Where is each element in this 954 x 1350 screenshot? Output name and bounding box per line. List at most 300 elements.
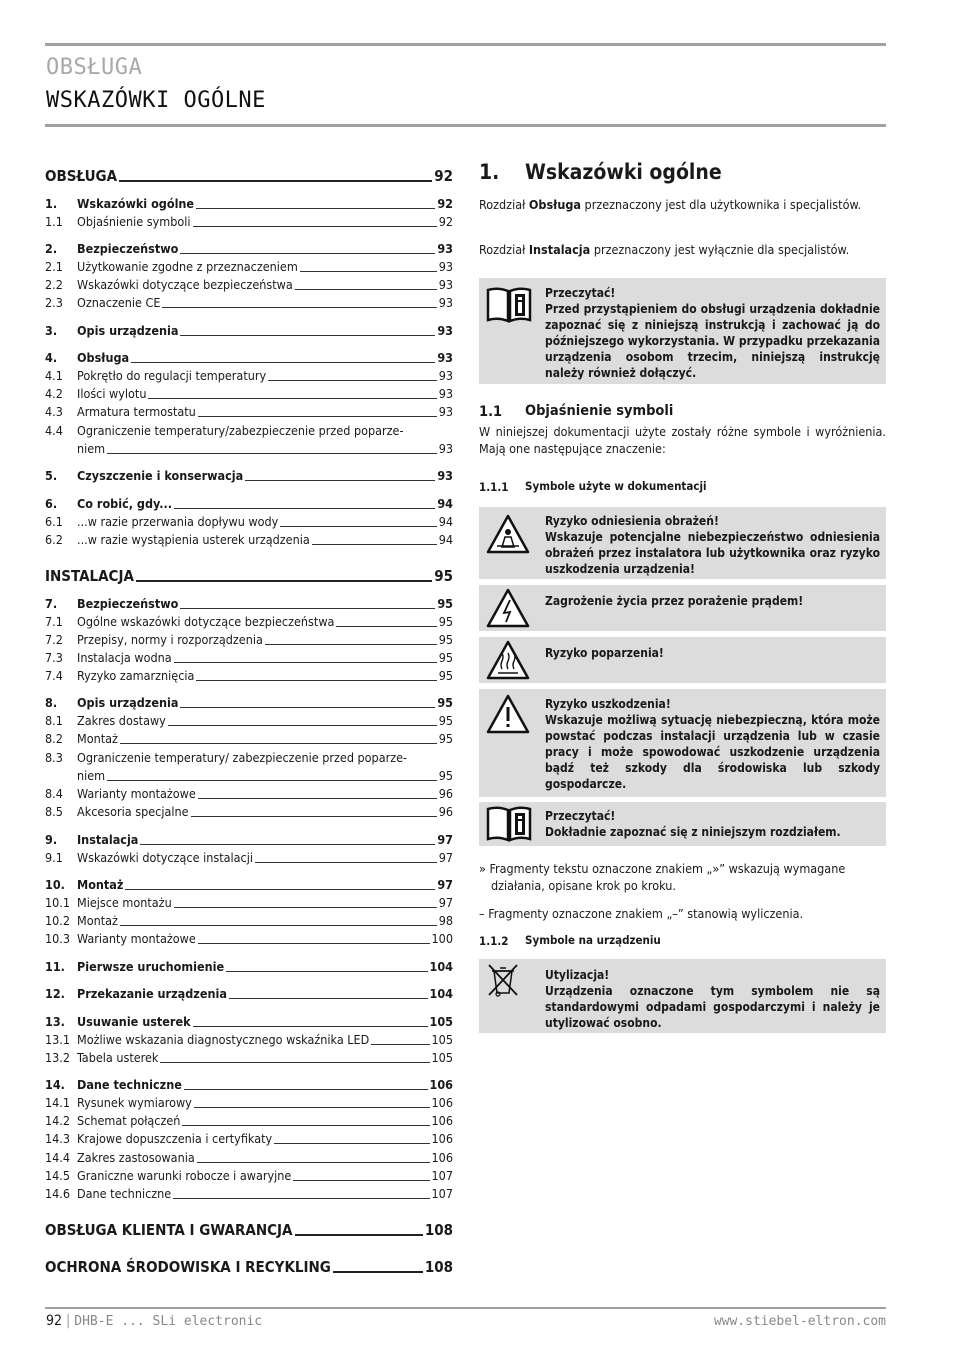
toc-page: 94 xyxy=(438,532,453,547)
toc-page: 104 xyxy=(429,959,453,974)
symbols-paragraph: W niniejszej dokumentacji użyte zostały różne symbole i wyróżnienia. Mają one następujące znaczenie: xyxy=(479,424,886,456)
toc-leader xyxy=(174,508,435,509)
toc-leader xyxy=(280,526,436,527)
toc-title: Montaż xyxy=(77,877,124,892)
toc-number: 2. xyxy=(45,241,58,256)
toc-entry[interactable] xyxy=(45,1051,453,1065)
heading-1-text: Wskazówki ogólne xyxy=(525,160,722,184)
toc-entry[interactable] xyxy=(45,515,453,529)
toc-page: 107 xyxy=(431,1168,453,1183)
toc-number: 8.4 xyxy=(45,786,63,801)
toc-number: 2.2 xyxy=(45,277,63,292)
toc-entry[interactable] xyxy=(45,197,453,211)
toc-page: 97 xyxy=(438,850,453,865)
toc-page: 98 xyxy=(438,913,453,928)
toc-leader xyxy=(180,707,435,708)
heading-1 xyxy=(479,160,886,184)
toc-leader xyxy=(295,1234,423,1236)
toc-leader xyxy=(140,844,435,845)
toc-page: 108 xyxy=(424,1258,453,1276)
toc-page: 95 xyxy=(438,768,453,783)
toc-entry[interactable] xyxy=(45,215,453,229)
toc-page: 106 xyxy=(431,1095,453,1110)
toc-title: Co robić, gdy... xyxy=(77,496,173,511)
toc-number: 9.1 xyxy=(45,850,63,865)
toc-leader xyxy=(196,208,435,209)
toc-number: 4.2 xyxy=(45,386,63,401)
action-steps-note xyxy=(479,860,898,894)
notice-box-electric-text xyxy=(545,593,880,609)
toc-number: 14.6 xyxy=(45,1186,71,1201)
table-of-contents xyxy=(45,0,453,1300)
toc-title: OBSŁUGA KLIENTA I GWARANCJA xyxy=(45,1221,293,1239)
toc-entry[interactable] xyxy=(45,242,453,256)
footer-separator: | xyxy=(66,1313,71,1329)
toc-number: 7.1 xyxy=(45,614,63,629)
intro-paragraph-1 xyxy=(479,196,886,213)
toc-page: 93 xyxy=(437,468,453,483)
toc-entry[interactable] xyxy=(45,278,453,292)
toc-title: Instalacja wodna xyxy=(77,650,172,665)
toc-title: Pokrętło do regulacji temperatury xyxy=(77,368,267,383)
toc-entry[interactable] xyxy=(45,960,453,974)
toc-number: 1.1 xyxy=(45,214,63,229)
toc-title: Ilości wylotu xyxy=(77,386,147,401)
toc-title: Akcesoria specjalne xyxy=(77,804,189,819)
toc-title: Armatura termostatu xyxy=(77,404,196,419)
toc-part-heading[interactable] xyxy=(45,1221,453,1239)
toc-entry[interactable] xyxy=(45,696,453,710)
toc-page: 95 xyxy=(438,713,453,728)
intro-paragraph-2 xyxy=(479,241,886,258)
toc-page: 96 xyxy=(438,804,453,819)
toc-title: Możliwe wskazania diagnostycznego wskaźnika LED xyxy=(77,1032,370,1047)
toc-title: Dane techniczne xyxy=(77,1077,182,1092)
toc-entry[interactable] xyxy=(45,1187,453,1201)
toc-page: 106 xyxy=(431,1131,453,1146)
toc-number: 7.4 xyxy=(45,668,63,683)
toc-page: 97 xyxy=(437,832,453,847)
toc-title: Czyszczenie i konserwacja xyxy=(77,468,244,483)
toc-leader xyxy=(196,680,436,681)
notice-title: Przeczytać! xyxy=(545,809,616,823)
toc-leader xyxy=(194,1107,430,1108)
toc-number: 14. xyxy=(45,1077,65,1092)
toc-page: 93 xyxy=(438,404,453,419)
toc-page: 93 xyxy=(438,277,453,292)
text: Rozdział xyxy=(479,197,529,212)
toc-number: 3. xyxy=(45,323,58,338)
notice-box-electric xyxy=(479,585,886,631)
toc-part-heading[interactable] xyxy=(45,167,453,185)
toc-page: 95 xyxy=(437,596,453,611)
toc-leader xyxy=(265,644,437,645)
page-number: 92 xyxy=(46,1313,63,1329)
toc-number: 2.3 xyxy=(45,295,63,310)
notice-body: Wskazuje potencjalne niebezpieczeństwo odniesienia obrażeń przez instalatora lub użytkownika oraz ryzyko uszkodzenia urządzenia! xyxy=(545,530,880,576)
toc-title: Schemat połączeń xyxy=(77,1113,181,1128)
toc-number: 9. xyxy=(45,832,58,847)
toc-page: 97 xyxy=(438,895,453,910)
toc-leader xyxy=(136,580,432,582)
toc-title: OBSŁUGA xyxy=(45,167,118,185)
toc-number: 14.2 xyxy=(45,1113,71,1128)
notice-title: Ryzyko poparzenia! xyxy=(545,646,664,660)
toc-page: 95 xyxy=(438,632,453,647)
toc-entry[interactable] xyxy=(45,424,453,456)
toc-leader xyxy=(119,180,432,182)
toc-page: 107 xyxy=(431,1186,453,1201)
toc-title: Wskazówki dotyczące bezpieczeństwa xyxy=(77,277,293,292)
toc-entry[interactable] xyxy=(45,615,453,629)
text: Rozdział xyxy=(479,242,529,257)
heading-2-text: Objaśnienie symboli xyxy=(525,403,674,419)
toc-title: INSTALACJA xyxy=(45,567,134,585)
toc-leader xyxy=(229,998,428,999)
notice-box-read-text xyxy=(545,285,880,381)
toc-page: 93 xyxy=(438,441,453,456)
toc-leader xyxy=(125,889,435,890)
toc-page: 106 xyxy=(429,1077,453,1092)
toc-number: 11. xyxy=(45,959,65,974)
heading-3-text: Symbole na urządzeniu xyxy=(525,933,661,947)
toc-leader xyxy=(182,1125,429,1126)
heading-3-doc-symbols xyxy=(479,478,886,496)
notice-body: Wskazuje możliwą sytuację niebezpieczną, która może powstać podczas instalacji urządzenia lub w czasie pracy i może spowodować uszkodzenie urządzenia bądź też szkody dla środowiska lub szkody gospodarcze. xyxy=(545,713,880,791)
toc-entry[interactable] xyxy=(45,405,453,419)
toc-number: 6.1 xyxy=(45,514,63,529)
toc-number: 7. xyxy=(45,596,58,611)
notice-title: Utylizacja! xyxy=(545,968,610,982)
toc-entry[interactable] xyxy=(45,751,453,783)
toc-page: 97 xyxy=(437,877,453,892)
toc-number: 8.5 xyxy=(45,804,63,819)
book-info-icon xyxy=(485,286,533,324)
toc-leader xyxy=(268,380,437,381)
toc-leader xyxy=(193,1026,428,1027)
toc-title: Warianty montażowe xyxy=(77,931,196,946)
toc-page: 94 xyxy=(437,496,453,511)
toc-number: 10. xyxy=(45,877,65,892)
toc-title: Rysunek wymiarowy xyxy=(77,1095,192,1110)
heading-1-number: 1. xyxy=(479,160,500,184)
text-bold: Instalacja xyxy=(528,242,591,257)
notice-box-read-chapter xyxy=(479,802,886,846)
toc-entry[interactable] xyxy=(45,260,453,274)
toc-page: 94 xyxy=(438,514,453,529)
toc-leader xyxy=(197,1162,430,1163)
toc-number: 8.2 xyxy=(45,731,63,746)
toc-entry[interactable] xyxy=(45,1151,453,1165)
notice-box-damage xyxy=(479,689,886,797)
toc-title: Bezpieczeństwo xyxy=(77,596,179,611)
toc-leader xyxy=(168,725,437,726)
notice-box-read-chapter-text xyxy=(545,808,880,840)
notice-box-read xyxy=(479,278,886,384)
crossed-bin-icon xyxy=(483,961,523,999)
toc-entry[interactable] xyxy=(45,932,453,946)
toc-number: 8. xyxy=(45,695,58,710)
notice-title: Ryzyko odniesienia obrażeń! xyxy=(545,514,719,528)
toc-leader xyxy=(162,307,436,308)
notice-body: Urządzenia oznaczone tym symbolem nie są standardowymi odpadami gospodarczymi i należy je utylizować osobno. xyxy=(545,984,880,1030)
toc-page: 93 xyxy=(437,350,453,365)
toc-number: 6. xyxy=(45,496,58,511)
toc-leader xyxy=(191,816,437,817)
toc-entry[interactable] xyxy=(45,533,453,547)
toc-page: 105 xyxy=(431,1032,453,1047)
toc-entry[interactable] xyxy=(45,987,453,1001)
toc-number: 5. xyxy=(45,468,58,483)
action-marker: » xyxy=(479,861,486,876)
toc-title: Warianty montażowe xyxy=(77,786,196,801)
toc-number: 14.4 xyxy=(45,1150,71,1165)
action-note-text: Fragmenty tekstu oznaczone znakiem „»” wskazują wymagane działania, opisane krok po kroku. xyxy=(489,861,846,893)
toc-leader xyxy=(274,1143,429,1144)
electric-shock-icon xyxy=(485,587,531,629)
toc-page: 104 xyxy=(429,986,453,1001)
toc-title: Opis urządzenia xyxy=(77,323,179,338)
toc-leader xyxy=(226,971,427,972)
toc-page: 106 xyxy=(431,1150,453,1165)
toc-title: Bezpieczeństwo xyxy=(77,241,179,256)
book-info-icon xyxy=(485,805,533,843)
toc-title: Usuwanie usterek xyxy=(77,1014,191,1029)
toc-number: 7.3 xyxy=(45,650,63,665)
toc-number: 14.3 xyxy=(45,1131,71,1146)
toc-leader xyxy=(174,907,437,908)
toc-title: Wskazówki dotyczące instalacji xyxy=(77,850,253,865)
toc-page: 95 xyxy=(438,668,453,683)
toc-entry[interactable] xyxy=(45,732,453,746)
toc-leader xyxy=(333,1271,423,1273)
list-note-text: Fragmenty oznaczone znakiem „–” stanowią wyliczenia. xyxy=(488,906,804,921)
toc-page: 92 xyxy=(438,214,453,229)
toc-page: 96 xyxy=(438,786,453,801)
notice-title: Zagrożenie życia przez porażenie prądem! xyxy=(545,594,804,608)
toc-entry[interactable] xyxy=(45,1033,453,1047)
toc-entry[interactable] xyxy=(45,469,453,483)
toc-leader xyxy=(198,416,437,417)
toc-entry[interactable] xyxy=(45,1114,453,1128)
toc-entry[interactable] xyxy=(45,351,453,365)
toc-entry[interactable] xyxy=(45,1096,453,1110)
toc-title: Ograniczenie temperatury/zabezpieczenie przed poparze- xyxy=(77,423,404,438)
footer-rule xyxy=(45,1307,886,1309)
toc-leader xyxy=(107,780,437,781)
toc-title: Opis urządzenia xyxy=(77,695,179,710)
hot-surface-icon xyxy=(485,639,531,681)
toc-number: 14.1 xyxy=(45,1095,71,1110)
toc-part-heading[interactable] xyxy=(45,1258,453,1276)
toc-title: Zakres zastosowania xyxy=(77,1150,195,1165)
toc-page: 105 xyxy=(431,1050,453,1065)
toc-leader xyxy=(184,1089,428,1090)
toc-leader xyxy=(180,608,435,609)
toc-page: 95 xyxy=(438,650,453,665)
toc-page: 95 xyxy=(438,731,453,746)
notice-box-disposal-text xyxy=(545,967,880,1031)
toc-number: 12. xyxy=(45,986,65,1001)
toc-leader xyxy=(120,743,437,744)
toc-number: 4.3 xyxy=(45,404,63,419)
text: przeznaczony jest wyłącznie dla specjalistów. xyxy=(590,242,850,257)
toc-number: 10.2 xyxy=(45,913,71,928)
toc-entry[interactable] xyxy=(45,878,453,892)
toc-title: ...w razie wystąpienia usterek urządzenia xyxy=(77,532,310,547)
toc-entry[interactable] xyxy=(45,1169,453,1183)
toc-leader xyxy=(180,335,435,336)
toc-entry[interactable] xyxy=(45,369,453,383)
toc-number: 13.1 xyxy=(45,1032,71,1047)
toc-title-cont: niem xyxy=(77,441,106,456)
toc-page: 95 xyxy=(438,614,453,629)
heading-3-device-symbols xyxy=(479,932,886,950)
toc-title: Instalacja xyxy=(77,832,139,847)
toc-entry[interactable] xyxy=(45,787,453,801)
toc-page: 93 xyxy=(438,259,453,274)
toc-number: 4.4 xyxy=(45,423,63,438)
toc-title-cont: niem xyxy=(77,768,106,783)
toc-number: 14.5 xyxy=(45,1168,71,1183)
toc-number: 13.2 xyxy=(45,1050,71,1065)
notice-box-burn-text xyxy=(545,645,880,661)
toc-number: 2.1 xyxy=(45,259,63,274)
toc-page: 106 xyxy=(431,1113,453,1128)
toc-leader xyxy=(300,271,437,272)
text-bold: Obsługa xyxy=(528,197,581,212)
toc-title: Zakres dostawy xyxy=(77,713,166,728)
toc-entry[interactable] xyxy=(45,914,453,928)
toc-leader xyxy=(255,862,437,863)
document-name: DHB-E ... SLi electronic xyxy=(74,1314,263,1329)
notice-body: Dokładnie zapoznać się z niniejszym rozdziałem. xyxy=(545,825,841,839)
section-label: OBSŁUGA xyxy=(46,55,143,80)
notice-box-injury xyxy=(479,507,886,579)
toc-page: 93 xyxy=(437,241,453,256)
toc-entry[interactable] xyxy=(45,851,453,865)
toc-entry[interactable] xyxy=(45,1015,453,1029)
toc-entry[interactable] xyxy=(45,669,453,683)
toc-leader xyxy=(293,1180,429,1181)
toc-leader xyxy=(312,544,437,545)
toc-leader xyxy=(336,626,436,627)
toc-entry[interactable] xyxy=(45,1078,453,1092)
toc-entry[interactable] xyxy=(45,387,453,401)
toc-title: Obsługa xyxy=(77,350,130,365)
toc-number: 7.2 xyxy=(45,632,63,647)
toc-number: 10.3 xyxy=(45,931,71,946)
toc-title: Ograniczenie temperatury/ zabezpieczenie przed poparze- xyxy=(77,750,408,765)
toc-entry[interactable] xyxy=(45,497,453,511)
toc-entry[interactable] xyxy=(45,805,453,819)
notice-body: Przed przystąpieniem do obsługi urządzenia dokładnie zapoznać się z niniejszą instrukcją i zachować ją do późniejszego wykorzystania. W przypadku przekazania urządzenia osobom trzecim, niniejszą instrukcję należy również dołączyć. xyxy=(545,302,880,380)
toc-page: 95 xyxy=(434,567,453,585)
toc-title: Przepisy, normy i rozporządzenia xyxy=(77,632,263,647)
toc-number: 4. xyxy=(45,350,58,365)
toc-number: 6.2 xyxy=(45,532,63,547)
notice-title: Ryzyko uszkodzenia! xyxy=(545,697,671,711)
toc-number: 1. xyxy=(45,196,58,211)
toc-title: Wskazówki ogólne xyxy=(77,196,195,211)
toc-leader xyxy=(174,662,437,663)
toc-number: 4.1 xyxy=(45,368,63,383)
toc-number: 13. xyxy=(45,1014,65,1029)
toc-title: Przekazanie urządzenia xyxy=(77,986,227,1001)
toc-title: Miejsce montażu xyxy=(77,895,172,910)
toc-leader xyxy=(371,1044,429,1045)
toc-page: 93 xyxy=(438,295,453,310)
toc-leader xyxy=(193,226,437,227)
toc-entry[interactable] xyxy=(45,597,453,611)
footer-page-info xyxy=(46,1313,262,1329)
toc-page: 105 xyxy=(429,1014,453,1029)
toc-leader xyxy=(148,398,436,399)
toc-page: 93 xyxy=(437,323,453,338)
toc-title: Oznaczenie CE xyxy=(77,295,161,310)
notice-box-injury-text xyxy=(545,513,880,577)
toc-page: 93 xyxy=(438,386,453,401)
injury-warning-icon xyxy=(485,513,531,555)
toc-entry[interactable] xyxy=(45,896,453,910)
toc-title: Pierwsze uruchomienie xyxy=(77,959,225,974)
heading-2-number: 1.1 xyxy=(479,404,503,420)
toc-entry[interactable] xyxy=(45,1132,453,1146)
toc-entry[interactable] xyxy=(45,324,453,338)
toc-title: Użytkowanie zgodne z przeznaczeniem xyxy=(77,259,298,274)
toc-number: 10.1 xyxy=(45,895,71,910)
notice-box-disposal xyxy=(479,959,886,1033)
toc-title: Montaż xyxy=(77,731,118,746)
toc-entry[interactable] xyxy=(45,296,453,310)
footer-url[interactable]: www.stiebel-eltron.com xyxy=(713,1314,886,1329)
toc-title: OCHRONA ŚRODOWISKA I RECYKLING xyxy=(45,1258,331,1276)
page-title: WSKAZÓWKI OGÓLNE xyxy=(46,88,266,113)
toc-page: 92 xyxy=(437,196,453,211)
toc-page: 93 xyxy=(438,368,453,383)
text: przeznaczony jest dla użytkownika i specjalistów. xyxy=(580,197,862,212)
notice-box-burn xyxy=(479,637,886,683)
toc-title: Graniczne warunki robocze i awaryjne xyxy=(77,1168,292,1183)
heading-3-number: 1.1.1 xyxy=(479,480,509,494)
toc-part-heading[interactable] xyxy=(45,567,453,585)
heading-2 xyxy=(479,403,886,421)
toc-page: 108 xyxy=(424,1221,453,1239)
toc-leader xyxy=(120,925,437,926)
toc-leader xyxy=(180,253,435,254)
toc-title: Krajowe dopuszczenia i certyfikaty xyxy=(77,1131,273,1146)
toc-title: Montaż xyxy=(77,913,118,928)
toc-leader xyxy=(245,480,435,481)
heading-3-text: Symbole użyte w dokumentacji xyxy=(525,479,707,493)
toc-leader xyxy=(295,289,437,290)
toc-leader xyxy=(160,1062,429,1063)
toc-number: 8.3 xyxy=(45,750,63,765)
toc-leader xyxy=(198,798,437,799)
toc-leader xyxy=(198,943,430,944)
toc-leader xyxy=(131,362,435,363)
toc-title: Tabela usterek xyxy=(77,1050,159,1065)
toc-page: 100 xyxy=(431,931,453,946)
toc-entry[interactable] xyxy=(45,633,453,647)
toc-entry[interactable] xyxy=(45,651,453,665)
toc-title: Ryzyko zamarznięcia xyxy=(77,668,195,683)
toc-page: 92 xyxy=(434,167,453,185)
notice-box-damage-text xyxy=(545,696,880,792)
toc-entry[interactable] xyxy=(45,714,453,728)
list-marker: – xyxy=(479,906,485,921)
toc-entry[interactable] xyxy=(45,833,453,847)
